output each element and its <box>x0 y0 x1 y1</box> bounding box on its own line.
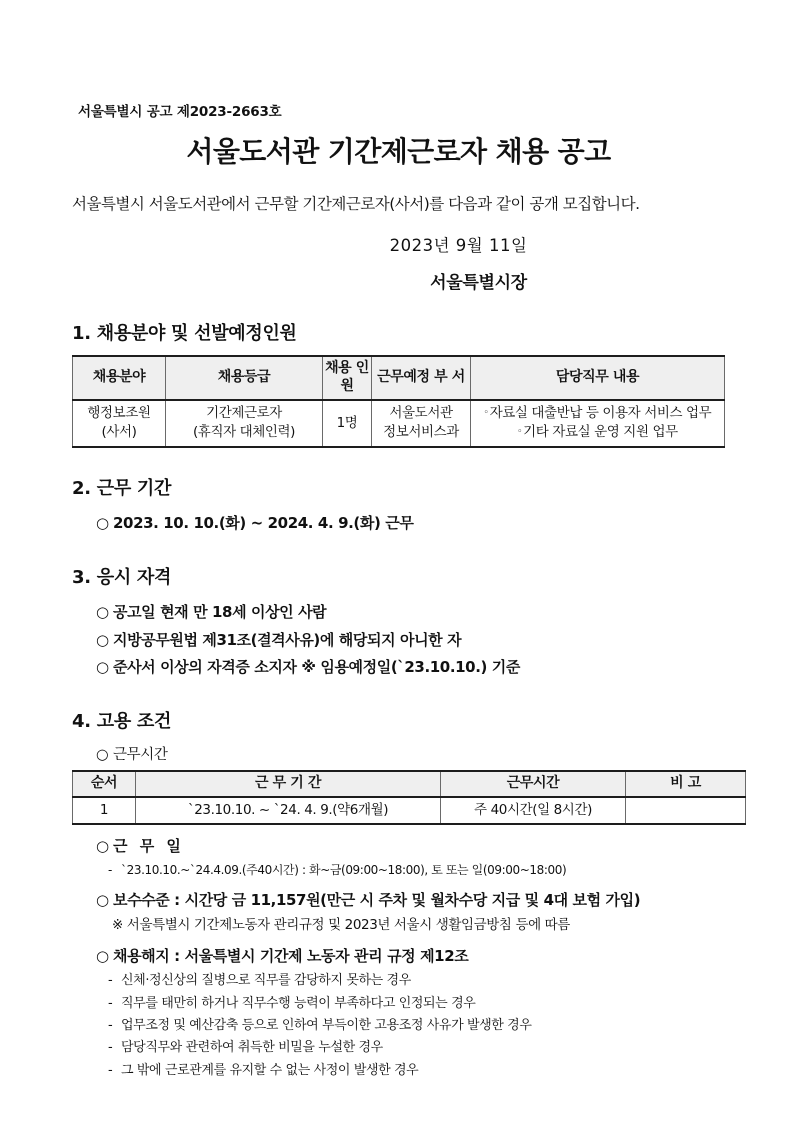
termination-item <box>72 1037 725 1059</box>
cell-field-line1: 행정보조원 <box>87 405 151 422</box>
dash-bullet-icon: - <box>108 1062 113 1078</box>
table-row <box>73 797 746 824</box>
cell-hours: 주 40시간(일 8시간) <box>441 797 626 824</box>
cell-order: 1 <box>73 797 136 824</box>
col-header-remarks: 비 고 <box>626 771 746 797</box>
col-header-duties: 담당직무 내용 <box>471 356 725 400</box>
termination-item <box>72 1060 725 1082</box>
signer: 서울특별시장 <box>430 273 527 293</box>
list-item <box>96 833 725 860</box>
termination-text-1: 신체·정신상의 질병으로 직무를 감당하지 못하는 경우 <box>121 973 411 989</box>
section3-heading: 3. 응시 자격 <box>72 567 172 589</box>
cell-field-line2: (사서) <box>101 424 137 441</box>
work-period-text: 2023. 10. 10.(화) ~ 2024. 4. 9.(화) 근무 <box>113 513 414 532</box>
bullet-dot-icon: ◦ <box>517 427 523 438</box>
section2-list <box>72 510 725 537</box>
section-qualifications <box>72 563 725 681</box>
dash-bullet-icon: - <box>108 995 113 1011</box>
cell-grade-line1: 기간제근로자 <box>206 405 282 422</box>
table-header-row <box>73 771 746 797</box>
duty-text-2: 기타 자료실 운영 지원 업무 <box>523 424 678 441</box>
circle-bullet-icon: ○ <box>96 747 109 764</box>
list-item <box>96 654 725 681</box>
section4-termination-list <box>72 943 725 970</box>
work-days-label: 근 무 일 <box>113 836 185 855</box>
dash-bullet-icon: - <box>108 1018 113 1034</box>
table-header-row <box>73 356 725 400</box>
cell-period: `23.10.10. ~ `24. 4. 9.(약6개월) <box>136 797 441 824</box>
circle-bullet-icon: ○ <box>96 603 109 622</box>
section1-heading: 1. 채용분야 및 선발예정인원 <box>72 323 297 344</box>
circle-bullet-icon: ○ <box>96 836 109 855</box>
pay-note: ※ 서울특별시 기간제노동자 관리규정 및 2023년 서울시 생활임금방침 등에 따름 <box>112 917 570 934</box>
termination-text-3: 업무조정 및 예산감축 등으로 인하여 부득이한 고용조정 사유가 발생한 경우 <box>121 1018 532 1034</box>
table-row <box>73 400 725 447</box>
col-header-grade: 채용등급 <box>166 356 323 400</box>
section3-list <box>72 599 725 681</box>
section4-heading: 4. 고용 조건 <box>72 711 172 733</box>
work-hours-label-text: 근무시간 <box>113 747 168 764</box>
list-item <box>96 943 725 970</box>
bullet-dot-icon: ◦ <box>483 407 489 418</box>
list-item <box>96 627 725 654</box>
pay-label: 보수수준 : 시간당 금 11,157원(만근 시 주차 및 월차수당 지급 및 4대 보험 가입) <box>113 890 641 909</box>
cell-department <box>372 400 471 447</box>
circle-bullet-icon: ○ <box>96 890 109 909</box>
cell-field <box>73 400 166 447</box>
duty-line-2 <box>473 423 722 443</box>
dash-bullet-icon: - <box>108 1040 113 1056</box>
termination-item <box>72 1015 725 1037</box>
cell-department-line1: 서울도서관 <box>389 405 453 422</box>
list-item <box>96 887 725 914</box>
section4-list <box>72 833 725 860</box>
termination-text-2: 직무를 태만히 하거나 직무수행 능력이 부족하다고 인정되는 경우 <box>121 995 476 1011</box>
dash-bullet-icon: - <box>108 973 113 989</box>
work-hours-label <box>72 743 725 764</box>
col-header-period: 근 무 기 간 <box>136 771 441 797</box>
notice-number: 서울특별시 공고 제2023-2663호 <box>78 104 282 120</box>
col-header-field: 채용분야 <box>73 356 166 400</box>
cell-grade-line2: (휴직자 대체인력) <box>192 424 296 441</box>
qualification-text-3: 준사서 이상의 자격증 소지자 ※ 임용예정일(`23.10.10.) 기준 <box>113 657 520 676</box>
circle-bullet-icon: ○ <box>96 630 109 649</box>
duty-line-1 <box>473 404 722 424</box>
qualification-text-1: 공고일 현재 만 18세 이상인 사람 <box>113 603 327 622</box>
termination-item <box>72 970 725 992</box>
section2-heading: 2. 근무 기간 <box>72 477 172 499</box>
cell-duties <box>471 400 725 447</box>
section-recruitment-field <box>72 319 725 448</box>
termination-text-4: 담당직무와 관련하여 취득한 비밀을 누설한 경우 <box>121 1040 383 1056</box>
section-employment-conditions <box>72 707 725 1082</box>
intro-paragraph: 서울특별시 서울도서관에서 근무할 기간제근로자(사서)를 다음과 같이 공개 모집합니다. <box>72 195 640 213</box>
col-header-department <box>372 356 471 400</box>
list-item <box>96 599 725 626</box>
termination-label: 채용해지 : 서울특별시 기간제 노동자 관리 규정 제12조 <box>113 947 469 966</box>
work-hours-table <box>72 770 746 825</box>
duty-text-1: 자료실 대출반납 등 이용자 서비스 업무 <box>489 404 712 421</box>
work-days-detail-text: `23.10.10.~`24.4.09.(주40시간) : 화~금(09:00~18:00), 토 또는 일(09:00~18:00) <box>121 863 567 878</box>
section4-pay-list <box>72 887 725 914</box>
cell-count: 1명 <box>323 400 372 447</box>
col-header-hours: 근무시간 <box>441 771 626 797</box>
col-header-department-line2: 부 서 <box>434 368 465 385</box>
termination-item <box>72 993 725 1015</box>
circle-bullet-icon: ○ <box>96 657 109 676</box>
notice-date: 2023년 9월 11일 <box>389 236 528 255</box>
col-header-count-line2: 인원 <box>340 360 369 394</box>
qualification-text-2: 지방공무원법 제31조(결격사유)에 해당되지 아니한 자 <box>113 630 462 649</box>
list-item <box>96 510 725 537</box>
circle-bullet-icon: ○ <box>96 947 109 966</box>
circle-bullet-icon: ○ <box>96 513 109 532</box>
dash-bullet-icon: - <box>108 863 112 878</box>
document-content <box>72 100 725 1082</box>
termination-text-5: 그 밖에 근로관계를 유지할 수 없는 사정이 발생한 경우 <box>121 1062 419 1078</box>
section-work-period <box>72 474 725 537</box>
col-header-count-line1: 채용 <box>325 360 352 376</box>
col-header-order: 순서 <box>73 771 136 797</box>
cell-grade <box>166 400 323 447</box>
col-header-department-line1: 근무예정 <box>377 368 430 385</box>
col-header-count <box>323 356 372 400</box>
cell-remarks <box>626 797 746 824</box>
recruitment-table <box>72 355 725 448</box>
cell-department-line2: 정보서비스과 <box>383 424 459 441</box>
page-title: 서울도서관 기간제근로자 채용 공고 <box>186 135 611 168</box>
work-days-detail <box>72 860 725 881</box>
